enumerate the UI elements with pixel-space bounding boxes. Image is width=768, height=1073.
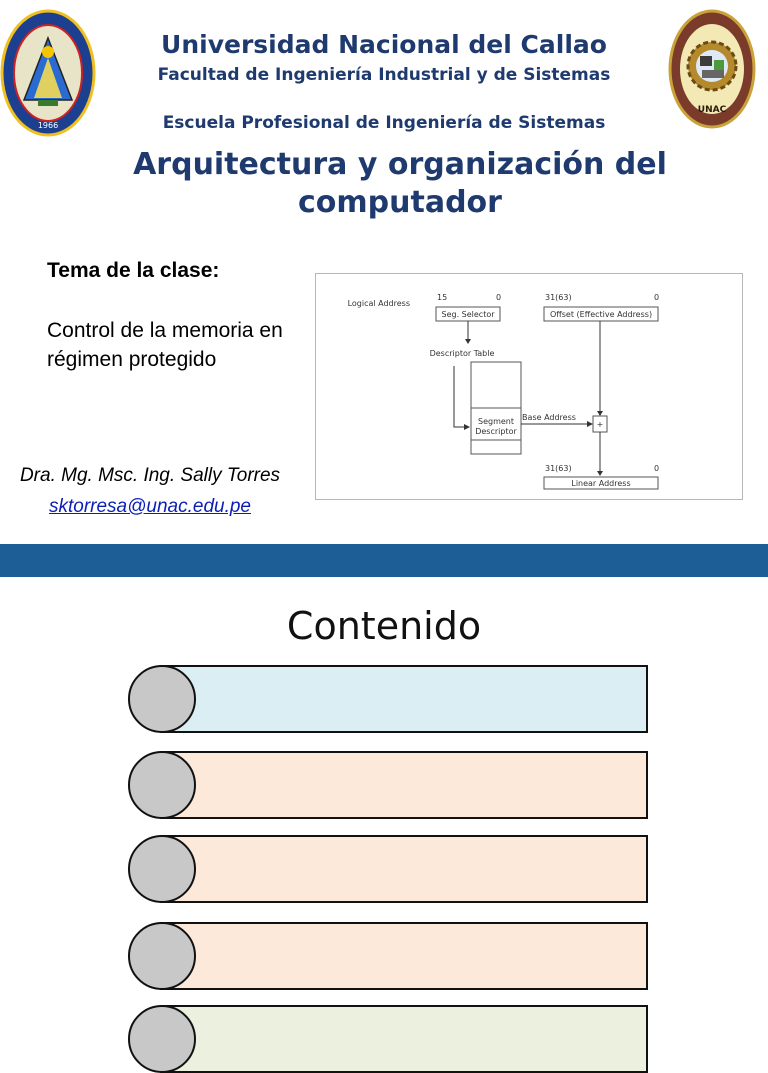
svg-text:1966: 1966 [37, 121, 59, 130]
offset-label: Offset (Effective Address) [549, 310, 653, 319]
course-title: Arquitectura y organización del computador [133, 147, 667, 220]
bit-15-label: 15 [437, 293, 448, 302]
university-name: Universidad Nacional del Callao [161, 30, 607, 59]
segment-descriptor-label-1: Segment [478, 417, 514, 426]
contents-item-bar [160, 1005, 648, 1073]
topic-body: Control de la memoria en régimen protegido [47, 319, 283, 371]
university-seal-logo [0, 8, 96, 138]
adder-symbol: + [596, 420, 604, 429]
base-address-label: Base Address [522, 413, 576, 422]
index-arrow [454, 366, 466, 427]
logical-address-label: Logical Address [347, 299, 410, 308]
contents-title: Contenido [286, 604, 482, 648]
contents-item-3 [128, 835, 648, 903]
contents-item-circle [128, 665, 196, 733]
contents-item-1 [128, 665, 648, 733]
contents-item-bar [160, 665, 648, 733]
segment-descriptor-label-2: Descriptor [475, 427, 517, 436]
contents-item-circle [128, 1005, 196, 1073]
descriptor-table-label: Descriptor Table [429, 349, 495, 358]
address-translation-figure [316, 274, 742, 499]
contents-item-circle [128, 835, 196, 903]
linear-address-label: Linear Address [571, 479, 631, 488]
school-name: Escuela Profesional de Ingeniería de Sistemas [162, 113, 606, 133]
contents-item-circle [128, 751, 196, 819]
svg-text:UNAC: UNAC [697, 105, 727, 115]
segmentation-diagram [315, 273, 743, 500]
bit-31-63-label-a: 31(63) [545, 293, 572, 302]
contents-item-4 [128, 922, 648, 990]
author-name: Dra. Mg. Msc. Ing. Sally Torres [19, 465, 281, 486]
topic-heading: Tema de la clase: [47, 259, 220, 282]
contents-slide [0, 577, 768, 1024]
contents-item-5 [128, 1005, 648, 1073]
contents-item-bar [160, 835, 648, 903]
author-email-link[interactable]: sktorresa@unac.edu.pe [48, 496, 251, 517]
bit-0-label-c: 0 [654, 464, 660, 473]
contents-item-circle [128, 922, 196, 990]
faculty-seal-logo [668, 8, 756, 130]
bit-0-label-b: 0 [654, 293, 660, 302]
bit-31-63-label-b: 31(63) [545, 464, 572, 473]
faculty-name: Facultad de Ingeniería Industrial y de Sistemas [157, 65, 611, 85]
bit-0-label-a: 0 [496, 293, 502, 302]
seg-selector-label: Seg. Selector [441, 310, 495, 319]
slide-separator-band [0, 544, 768, 577]
contents-item-bar [160, 751, 648, 819]
contents-item-bar [160, 922, 648, 990]
contents-item-2 [128, 751, 648, 819]
